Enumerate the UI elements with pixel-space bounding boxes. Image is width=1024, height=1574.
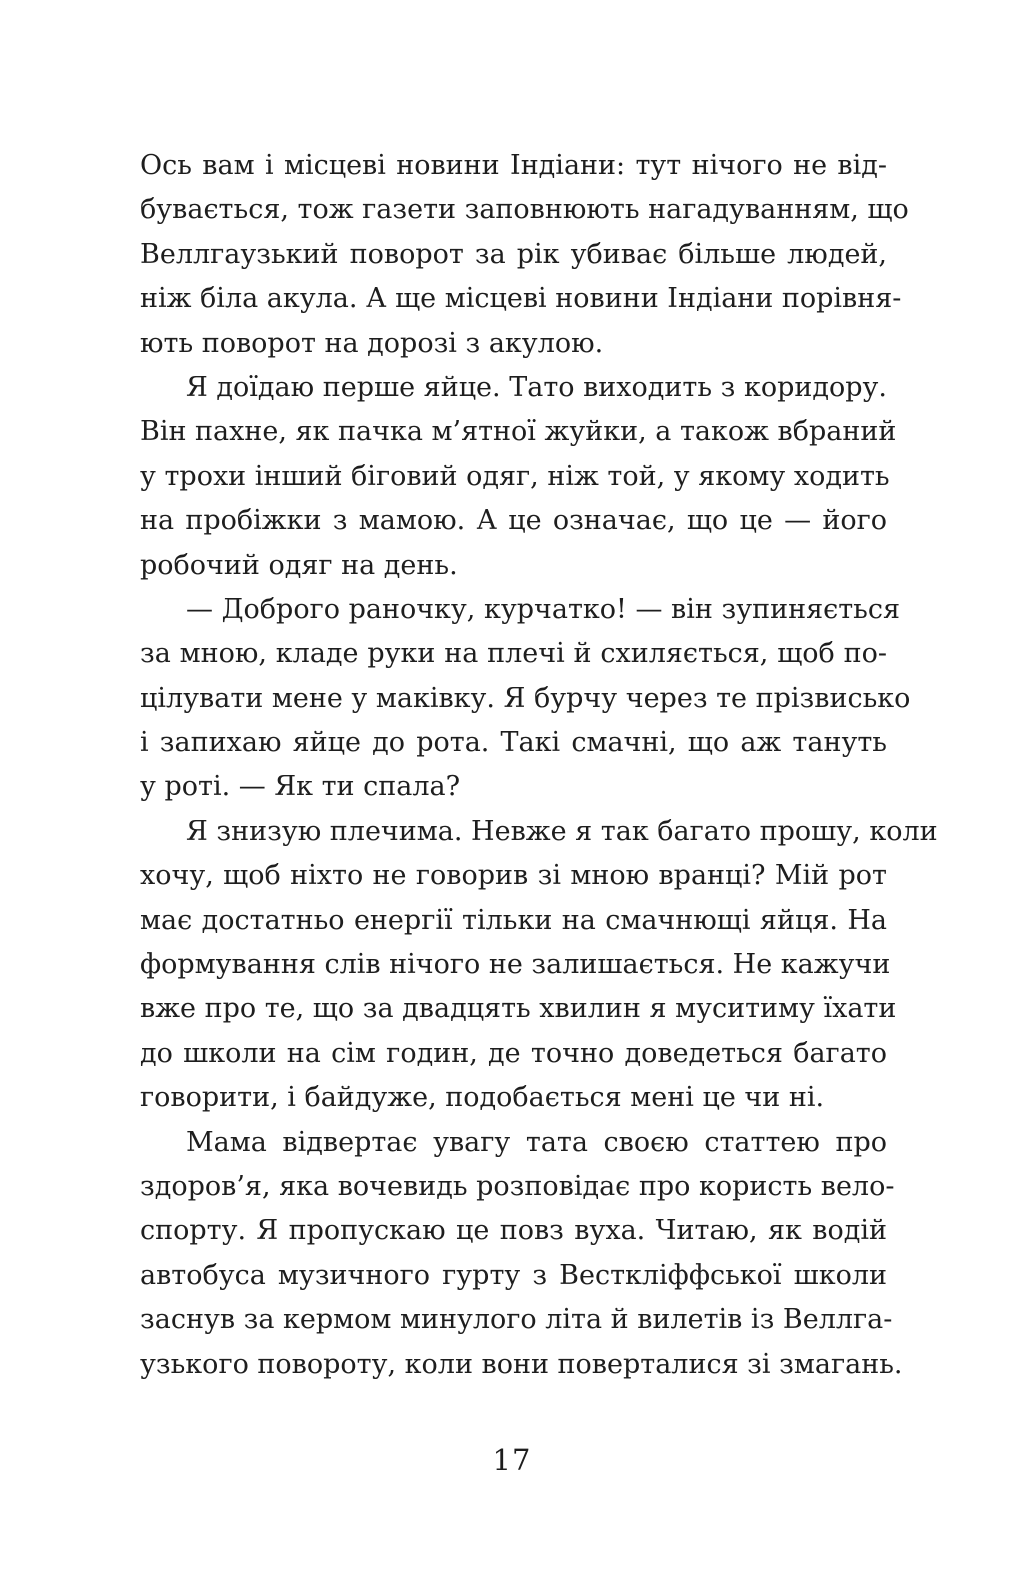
text-line: має достатньо енергії тільки на смачнющі яйця. На: [140, 904, 887, 936]
text-line: робочий одяг на день.: [140, 549, 458, 581]
text-line: спорту. Я пропускаю це повз вуха. Читаю, як водій: [140, 1215, 887, 1247]
text-line: заснув за кермом минулого літа й вилетів із Веллга-: [140, 1304, 893, 1336]
body-text: [140, 144, 938, 1387]
text-line: здоров’я, яка вочевидь розповідає про користь вело-: [140, 1170, 895, 1202]
text-line: бувається, тож газети заповнюють нагадуванням, що: [140, 194, 909, 226]
text-line: хочу, щоб ніхто не говорив зі мною вранці? Мій рот: [140, 860, 887, 892]
text-line: Він пахне, як пачка м’ятної жуйки, а також вбраний: [140, 416, 897, 448]
text-line: на пробіжки з мамою. А це означає, що це — його: [140, 505, 887, 537]
text-line: Мама відвертає увагу тата своєю статтею про: [186, 1126, 887, 1158]
text-line: цілувати мене у маківку. Я бурчу через те прізвисько: [140, 682, 911, 714]
text-line: вже про те, що за двадцять хвилин я муситиму їхати: [140, 993, 897, 1025]
text-line: Ось вам і місцеві новини Індіани: тут нічого не від-: [140, 150, 887, 181]
text-line: Я знизую плечима. Невже я так багато прошу, коли: [186, 815, 938, 847]
text-line: — Доброго раночку, курчатко! — він зупиняється: [186, 593, 901, 625]
text-line: Веллгаузький поворот за рік убиває більше людей,: [140, 238, 887, 270]
text-line: говорити, і байдуже, подобається мені це чи ні.: [140, 1082, 825, 1114]
text-line: до школи на сім годин, де точно доведеться багато: [140, 1037, 887, 1069]
text-line: Я доїдаю перше яйце. Тато виходить з коридору.: [186, 371, 887, 403]
text-line: формування слів нічого не залишається. Не кажучи: [140, 949, 891, 981]
text-line: за мною, кладе руки на плечі й схиляється, щоб по-: [140, 638, 887, 670]
page-number: 17: [492, 1443, 532, 1477]
text-line: ніж біла акула. А ще місцеві новини Індіани порівня-: [140, 283, 902, 315]
text-line: ють поворот на дорозі з акулою.: [140, 327, 604, 359]
text-line: і запихаю яйце до рота. Такі смачні, що аж тануть: [140, 727, 887, 759]
text-line: у роті. — Як ти спала?: [140, 771, 461, 803]
text-line: у трохи інший біговий одяг, ніж той, у якому ходить: [140, 460, 890, 492]
text-line: автобуса музичного гурту з Весткліффської школи: [140, 1259, 887, 1291]
text-line: узького повороту, коли вони поверталися зі змагань.: [140, 1348, 903, 1380]
